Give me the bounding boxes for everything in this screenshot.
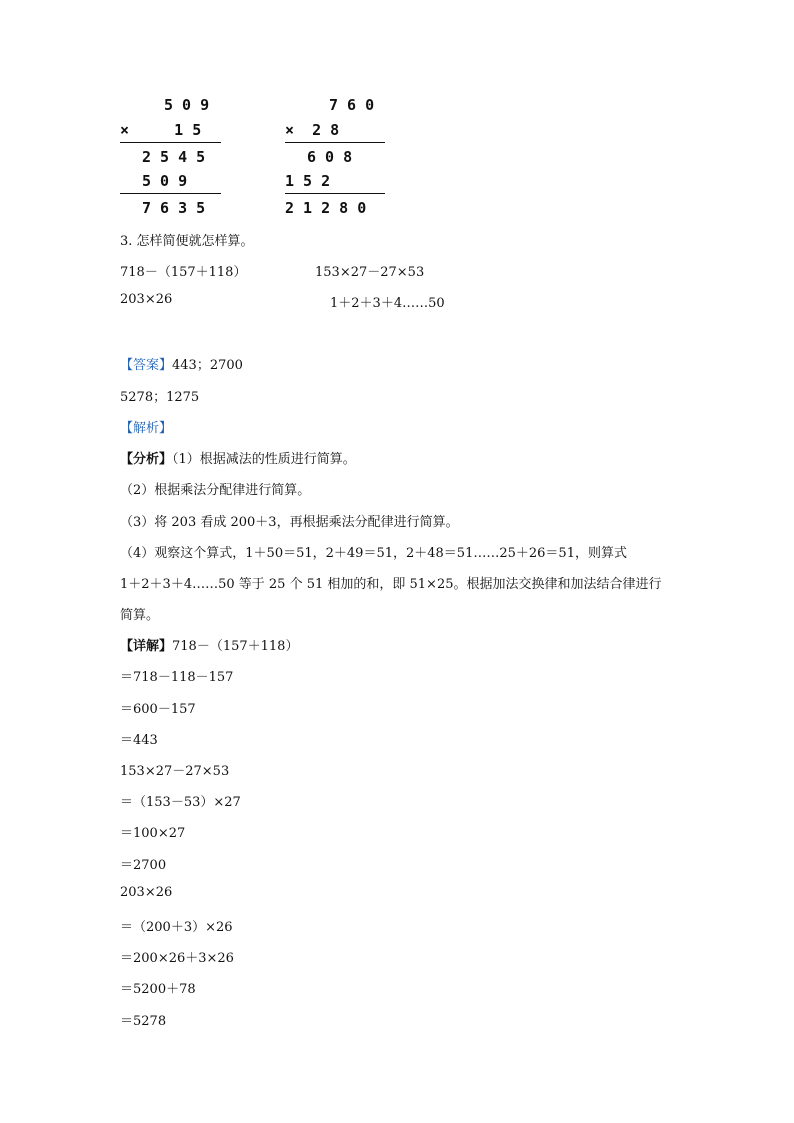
calc2-partial-1: 6 0 8 [307, 148, 353, 166]
answer-line-2: 5278；1275 [120, 390, 200, 405]
calc2-multiplier: × 2 8 [285, 121, 340, 139]
problem-1: 718－（157＋118） [120, 265, 247, 280]
fenxi-line-5: 1＋2＋3＋4……50 等于 25 个 51 相加的和，即 51×25。根据加法交换律和加法结合律进行 [120, 577, 662, 592]
calc1-partial-1: 2 5 4 5 [142, 148, 206, 166]
calc2-multiplicand: 7 6 0 [329, 96, 375, 114]
fenxi-line-3: （3）将 203 看成 200＋3，再根据乘法分配律进行简算。 [120, 515, 459, 530]
fenxi-line-1 [120, 448, 356, 467]
fenxi-line-2: （2）根据乘法分配律进行简算。 [120, 483, 311, 498]
calc1-rule-2 [120, 193, 221, 194]
problem-2: 153×27－27×53 [315, 265, 425, 280]
answer-values-1: 443；2700 [172, 358, 243, 373]
calc1-multiplier: × 1 5 [120, 121, 202, 139]
calc2-rule-2 [285, 193, 385, 194]
calc2-result: 2 1 2 8 0 [285, 199, 367, 217]
fenxi-line-4: （4）观察这个算式，1＋50＝51，2＋49＝51，2＋48＝51……25＋26＝51，则算式 [120, 546, 627, 561]
calc1-partial-2: 5 0 9 [142, 172, 188, 190]
detail-line-12: ＝5200＋78 [120, 982, 196, 997]
problem-4: 1＋2＋3＋4……50 [330, 296, 445, 311]
detail-line-5: 153×27－27×53 [120, 764, 230, 779]
detail-line-11: ＝200×26＋3×26 [120, 951, 234, 966]
vertical-calc-1 [120, 96, 230, 221]
calc1-result: 7 6 3 5 [142, 199, 206, 217]
problem-3: 203×26 [120, 292, 173, 307]
detail-line-8: ＝2700 [120, 858, 167, 873]
question-title: 3. 怎样简便就怎样算。 [120, 234, 254, 249]
detail-label: 【详解】 [120, 639, 173, 654]
answer-line-1 [120, 354, 243, 373]
detail-line-9: 203×26 [120, 885, 173, 900]
detail-line-2: ＝718－118－157 [120, 670, 234, 685]
detail-line-6: ＝（153－53）×27 [120, 795, 241, 810]
calc2-rule-1 [285, 142, 385, 143]
analysis-label: 【解析】 [120, 421, 173, 436]
fenxi-line-6: 简算。 [120, 608, 160, 623]
detail-line-10: ＝（200＋3）×26 [120, 920, 233, 935]
answer-label: 【答案】 [120, 358, 173, 373]
fenxi-label: 【分析】 [120, 452, 173, 467]
fenxi-text-1: （1）根据减法的性质进行简算。 [172, 452, 356, 467]
calc1-rule-1 [120, 142, 221, 143]
vertical-calc-2 [285, 96, 395, 221]
detail-line-4: ＝443 [120, 733, 158, 748]
calc1-multiplicand: 5 0 9 [164, 96, 210, 114]
calc2-partial-2: 1 5 2 [285, 172, 331, 190]
detail-text-1: 718－（157＋118） [172, 639, 299, 654]
detail-line-1 [120, 635, 298, 654]
detail-line-13: ＝5278 [120, 1014, 167, 1029]
detail-line-7: ＝100×27 [120, 826, 186, 841]
detail-line-3: ＝600－157 [120, 702, 196, 717]
